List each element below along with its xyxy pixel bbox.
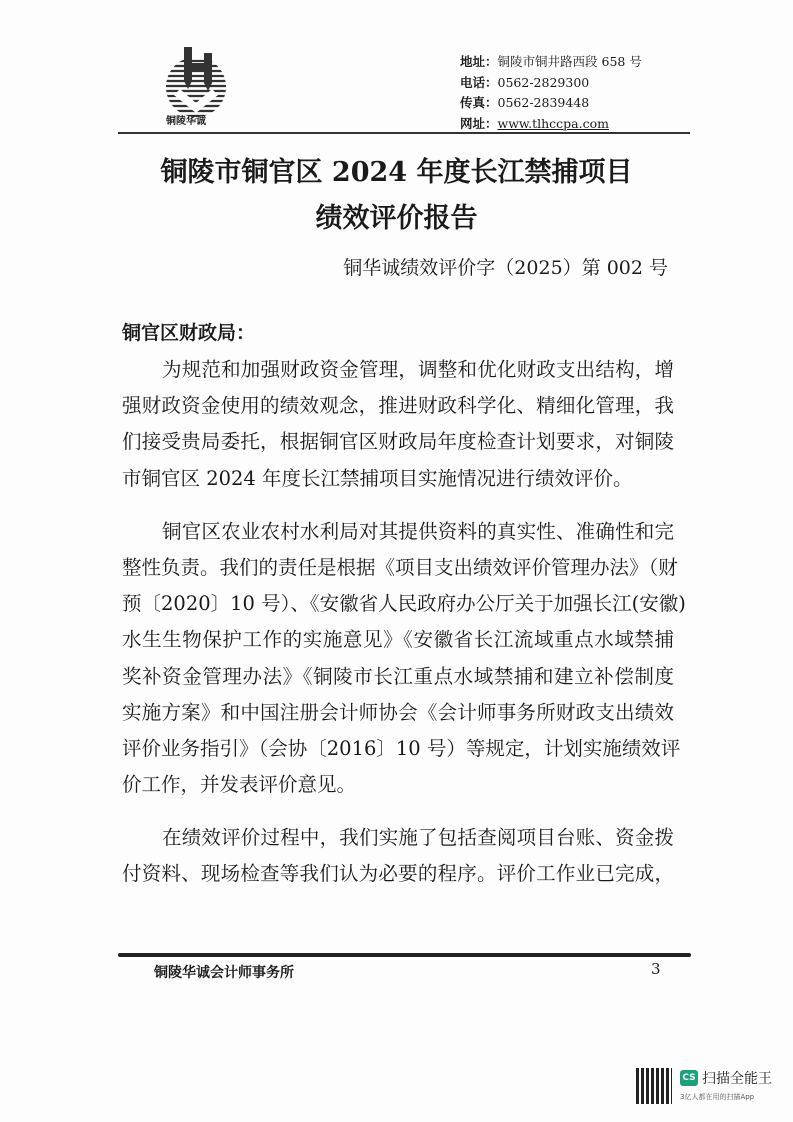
text-line: 水生生物保护工作的实施意见》《安徽省长江流域重点水域禁捕 [122,628,674,652]
address-value: 铜陵市铜井路西段 658 号 [497,54,642,69]
text-line: 评价业务指引》（会协〔2016〕10 号）等规定，计划实施绩效评 [122,736,681,760]
qr-code-icon [636,1068,672,1104]
paragraph [122,352,674,497]
phone-label: 电话： [460,74,498,90]
phone-value: 0562-2829300 [497,74,590,90]
footer-firm-name: 铜陵华诚会计师事务所 [154,965,294,981]
fax-value: 0562-2839448 [497,95,590,110]
website-row [460,114,642,135]
website-label: 网址： [460,115,498,131]
contact-info [460,52,642,134]
salutation: 铜官区财政局： [122,322,256,344]
fax-label: 传真： [460,95,498,110]
paragraph [122,514,686,804]
page-number: 3 [651,960,661,978]
header-divider [118,132,690,134]
text-line: 价工作，并发表评价意见。 [122,773,357,797]
footer-divider [118,953,691,957]
website-link[interactable]: www.tlhccpa.com [497,115,609,131]
text-line: 强财政资金使用的绩效观念，推进财政科学化、精细化管理，我 [122,394,674,418]
text-line: 市铜官区 2024 年度长江禁捕项目实施情况进行绩效评价。 [122,466,633,490]
text-line: 预〔2020〕10 号）、《安徽省人民政府办公厅关于加强长江(安徽) [122,592,686,616]
scanner-name: 扫描全能王 [702,1071,772,1087]
text-line: 付资料、现场检查等我们认为必要的程序。评价工作业已完成， [122,862,674,886]
text-line: 奖补资金管理办法》《铜陵市长江重点水域禁捕和建立补偿制度 [122,664,674,688]
text-line: 为规范和加强财政资金管理，调整和优化财政支出结构，增 [162,358,674,381]
reference-number: 铜华诚绩效评价字（2025）第 002 号 [343,257,668,279]
fax-row [460,93,642,114]
text-line: 实施方案》和中国注册会计师协会《会计师事务所财政支出绩效 [122,700,674,724]
address-label: 地址： [460,54,498,69]
report-title-line-2: 绩效评价报告 [315,203,478,234]
text-line: 铜官区农业农村水利局对其提供资料的真实性、准确性和完 [162,519,674,543]
report-body [122,352,686,910]
scanner-tagline: 3亿人都在用的扫描App [680,1093,755,1101]
phone-row [460,73,642,94]
camscanner-logo-icon: CS [680,1070,698,1086]
text-line: 在绩效评价过程中，我们实施了包括查阅项目台账、资金拨 [162,826,674,850]
report-title-line-1: 铜陵市铜官区 2024 年度长江禁捕项目 [160,157,633,188]
logo-text: 铜陵华诚 [166,116,206,127]
address-row [460,52,642,73]
text-line: 们接受贵局委托，根据铜官区财政局年度检查计划要求，对铜陵 [122,430,674,454]
paragraph [122,820,674,892]
text-line: 整性负责。我们的责任是根据《项目支出绩效评价管理办法》（财 [122,555,678,579]
